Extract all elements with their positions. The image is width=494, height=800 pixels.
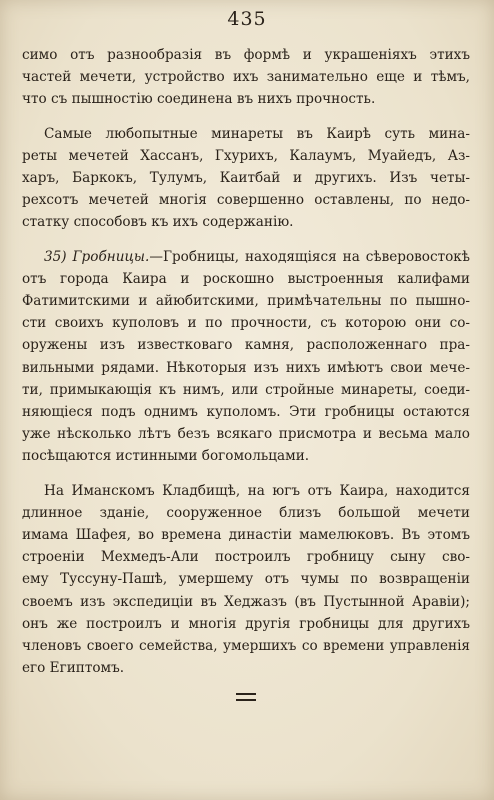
text-line: вильными рядами. Нѣкоторыя изъ нихъ имѣютъ свои мече- bbox=[22, 359, 470, 376]
text-line: строеніи Мехмедъ-Али построилъ гробницу сыну сво- bbox=[22, 549, 470, 566]
text-line bbox=[22, 246, 470, 268]
text-line: посѣщаются истинными богомольцами. bbox=[22, 448, 310, 465]
text-line: своемъ изъ экспедиціи въ Хеджазъ (въ Пустынной Аравіи); bbox=[22, 593, 470, 610]
text-line: статку способовъ къ ихъ содержанію. bbox=[22, 214, 294, 231]
text-line: отъ города Каира и роскошно выстроенныя калифами bbox=[22, 270, 470, 287]
text-line: няющіеся подъ однимъ куполомъ. Эти гробницы остаются bbox=[22, 404, 470, 421]
text-line: онъ же построилъ и многія другія гробницы для другихъ bbox=[22, 615, 470, 632]
text-line: членовъ своего семейства, умершихъ со времени управленія bbox=[22, 638, 470, 655]
text-line: частей мечети, устройство ихъ занимательно еще и тѣмъ, bbox=[22, 69, 470, 86]
paragraph bbox=[22, 123, 470, 234]
text-line: рехсотъ мечетей многія совершенно оставлены, по недо- bbox=[22, 192, 470, 209]
text-line: ему Туссуну-Пашѣ, умершему отъ чумы по возвращеніи bbox=[22, 571, 470, 588]
text-line: реты мечетей Хассанъ, Гхурихъ, Калаумъ, Муайедъ, Аз- bbox=[22, 147, 470, 164]
text-line: На Иманскомъ Кладбищѣ, на югъ отъ Каира, находится bbox=[44, 482, 470, 499]
section-end-rule bbox=[236, 693, 256, 705]
paragraph bbox=[22, 246, 470, 468]
text-line: сти своихъ куполовъ и по прочности, съ которою они со- bbox=[22, 315, 470, 332]
text-line-rest: —Гробницы, находящіяся на сѣверовостокѣ bbox=[149, 248, 471, 265]
text-line: его Египтомъ. bbox=[22, 660, 125, 677]
text-line: симо отъ разнообразія въ формѣ и украшеніяхъ этихъ bbox=[22, 47, 470, 63]
paragraph bbox=[22, 44, 470, 111]
text-line: имама Шафея, во времена династіи мамелюковъ. Въ этомъ bbox=[22, 527, 470, 544]
page-number: 435 bbox=[227, 8, 267, 30]
paragraph bbox=[22, 480, 470, 680]
text-line: харъ, Баркокъ, Тулумъ, Каитбай и другихъ. Изъ четы- bbox=[22, 170, 470, 187]
text-line: Самые любопытные минареты въ Каирѣ суть мина- bbox=[44, 125, 470, 142]
text-line: Фатимитскими и айюбитскими, примѣчательны по пышно- bbox=[22, 293, 470, 310]
page-body bbox=[22, 44, 470, 679]
text-line: оружены изъ известковаго камня, расположеннаго пра- bbox=[22, 337, 470, 354]
section-heading: 35) Гробницы. bbox=[44, 248, 150, 265]
text-line: длинное зданіе, сооруженное близъ большой мечети bbox=[22, 504, 470, 521]
text-line: ти, примыкающія къ нимъ, или стройные минареты, соеди- bbox=[22, 381, 470, 398]
text-line: что съ пышностію соединена въ нихъ прочность. bbox=[22, 91, 376, 108]
text-line: уже нѣсколько лѣтъ безъ всякаго присмотра и весьма мало bbox=[22, 426, 470, 443]
